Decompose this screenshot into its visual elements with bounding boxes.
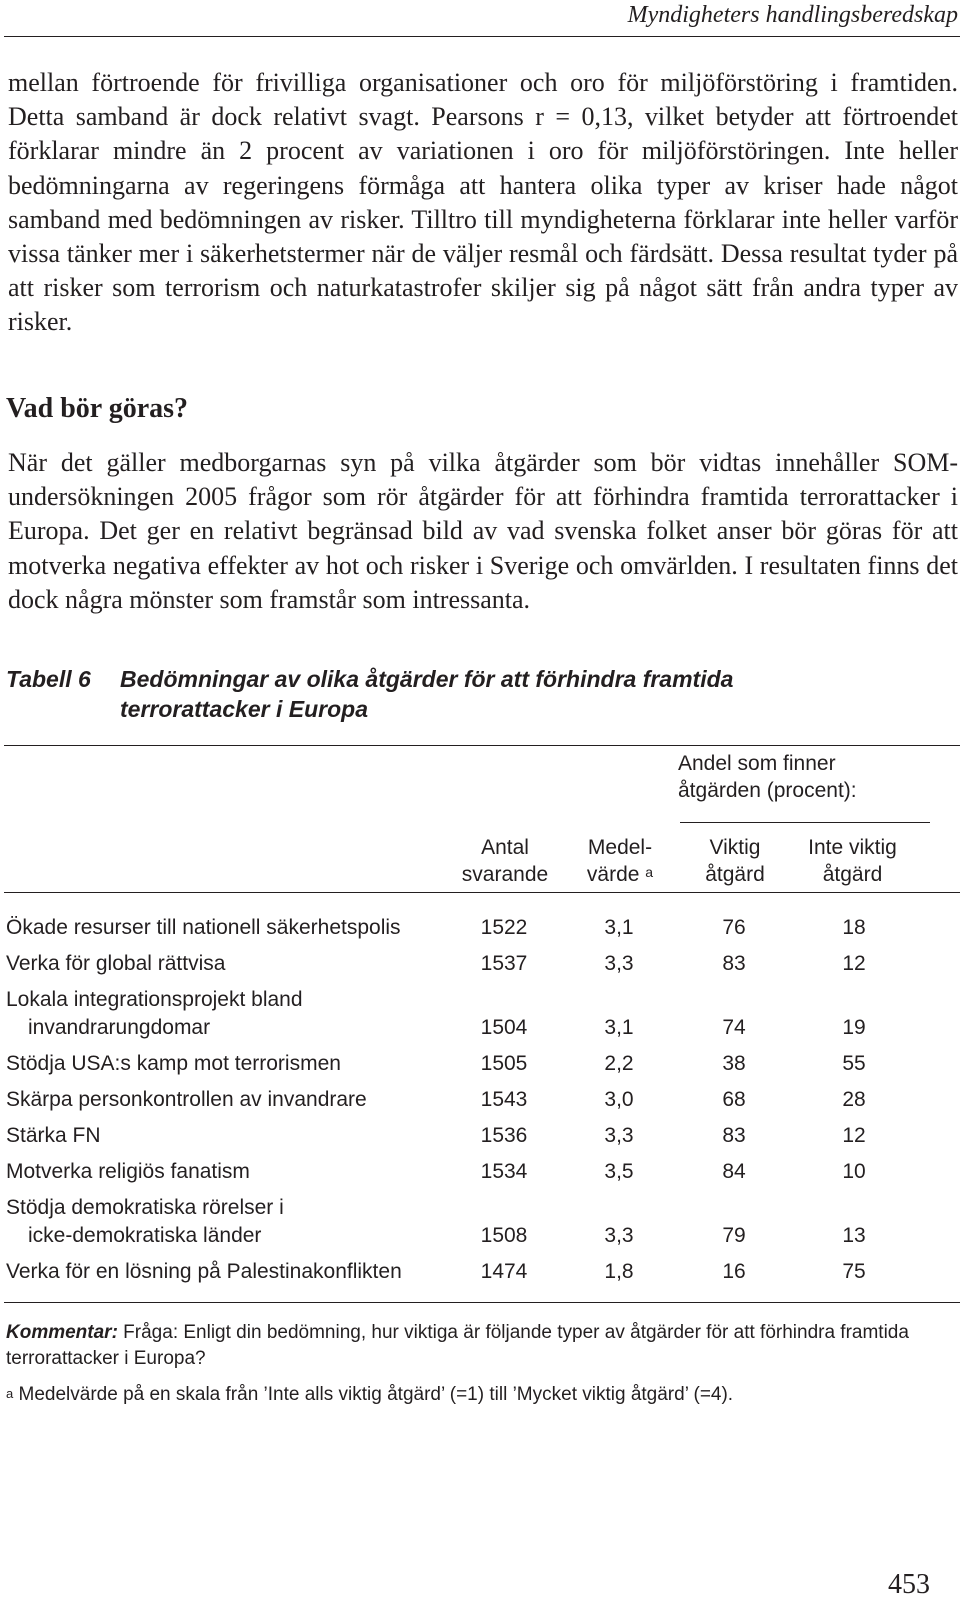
table-row [4, 1048, 944, 1078]
group-header-line-1: Andel som finner [678, 752, 836, 775]
cell-medelvarde: 2,2 [604, 1052, 634, 1075]
row-label: Motverka religiös fanatism [6, 1160, 250, 1183]
column-header-viktig-line-2: åtgärd [705, 863, 765, 886]
column-header-viktig-line-1: Viktig [709, 836, 761, 859]
cell-viktig: 38 [722, 1052, 746, 1075]
column-header-inte-line-2: åtgärd [822, 863, 883, 886]
column-header-inte-line-1: Inte viktig [808, 836, 897, 859]
table-row [4, 912, 944, 942]
group-header-line-2: åtgärden (procent): [678, 779, 857, 802]
row-label-line-2: icke-demokratiska länder [28, 1224, 262, 1247]
cell-inte-viktig: 13 [842, 1224, 866, 1247]
cell-antal: 1504 [480, 1016, 528, 1039]
group-header [660, 750, 918, 804]
cell-medelvarde: 3,3 [604, 952, 634, 975]
body-paragraph-1: mellan förtroende för frivilliga organisationer och oro för miljöförstöring i framtiden. Detta samband är dock relativt svagt. Pearsons r = 0,13, vilket betyder att förtroendet förklarar mindre än 2 procent av variationen i oro för miljöförstöringen. Inte heller bedömningarna av regeringens förmåga att hantera olika typer av kriser hade något samband med bedömningen av risker. Tilltro till myndigheterna förklarar inte heller varför vissa tänker mer i säkerhetstermer när de väljer resmål och färdsätt. Dessa resultat tyder på att risker som terrorism och naturkatastrofer skiljer sig på något sätt från andra typer av risker. [8, 68, 958, 337]
cell-viktig: 16 [722, 1260, 746, 1283]
table-title-line-1: Bedömningar av olika åtgärder för att förhindra framtida [120, 666, 734, 692]
row-label: Skärpa personkontrollen av invandrare [6, 1088, 367, 1111]
cell-medelvarde: 3,1 [604, 1016, 634, 1039]
cell-inte-viktig: 10 [842, 1160, 866, 1183]
table-row [4, 1192, 944, 1250]
cell-antal: 1534 [480, 1160, 528, 1183]
cell-inte-viktig: 55 [842, 1052, 866, 1075]
cell-viktig: 84 [722, 1160, 746, 1183]
page-number: 453 [888, 1569, 930, 1600]
column-header-medel-line-2 [560, 861, 680, 888]
table-title-line-2: terrorattacker i Europa [120, 696, 368, 722]
header-rule [4, 36, 960, 37]
row-label: Stärka FN [6, 1124, 101, 1147]
footnote-text: Medelvärde på en skala från ’Inte alls viktig åtgärd’ (=1) till ’Mycket viktig åtgärd’ (=4). [13, 1384, 734, 1405]
cell-medelvarde: 3,5 [604, 1160, 634, 1183]
table-header-rule [4, 892, 960, 893]
body-paragraph-2: När det gäller medborgarnas syn på vilka åtgärder som bör vidtas innehåller SOM-undersökningen 2005 frågor som rör åtgärder för att förhindra framtida terrorattacker i Europa. Det ger en relativt begränsad bild av vad svenska folket anser bör göras för att motverka negativa effekter av hot och risker i Sverige och omvärlden. I resultaten finns det dock några mönster som framstår som intressanta. [8, 448, 958, 614]
cell-inte-viktig: 19 [842, 1016, 866, 1039]
row-label: Verka för global rättvisa [6, 952, 226, 975]
cell-viktig: 74 [722, 1016, 746, 1039]
table-label: Tabell 6 [6, 666, 91, 692]
column-header-inte-viktig [780, 834, 925, 888]
cell-antal: 1522 [480, 916, 528, 939]
row-label-line-1: Stödja demokratiska rörelser i [6, 1196, 284, 1219]
cell-inte-viktig: 75 [842, 1260, 866, 1283]
cell-inte-viktig: 18 [842, 916, 866, 939]
table-comment [6, 1320, 941, 1372]
column-header-antal-line-2: svarande [461, 863, 549, 886]
table-title [120, 664, 880, 724]
table-row [4, 1256, 944, 1286]
cell-viktig: 79 [722, 1224, 746, 1247]
cell-viktig: 68 [722, 1088, 746, 1111]
cell-antal: 1537 [480, 952, 528, 975]
cell-antal: 1505 [480, 1052, 528, 1075]
running-header: Myndigheters handlingsberedskap [627, 2, 958, 28]
row-label: Ökade resurser till nationell säkerhetspolis [6, 916, 401, 939]
table-bottom-rule [4, 1302, 960, 1303]
row-label [6, 986, 466, 1042]
cell-antal: 1474 [480, 1260, 528, 1283]
table-row [4, 984, 944, 1042]
cell-inte-viktig: 28 [842, 1088, 866, 1111]
table-row [4, 1156, 944, 1186]
column-header-medel-word: värde [586, 863, 640, 886]
cell-medelvarde: 3,3 [604, 1124, 634, 1147]
column-header-antal [440, 834, 570, 888]
column-header-medel-line-1: Medel- [587, 836, 653, 859]
cell-viktig: 76 [722, 916, 746, 939]
group-header-rule [680, 822, 930, 823]
cell-medelvarde: 3,1 [604, 916, 634, 939]
table-top-rule [4, 745, 960, 746]
row-label [6, 1194, 466, 1250]
footnote-marker: a [6, 1386, 14, 1401]
footnote-marker-superscript: a [645, 864, 654, 880]
cell-antal: 1543 [480, 1088, 528, 1111]
cell-medelvarde: 1,8 [604, 1260, 634, 1283]
column-header-medelvarde [560, 834, 680, 888]
cell-viktig: 83 [722, 1124, 746, 1147]
cell-inte-viktig: 12 [842, 1124, 866, 1147]
row-label-line-2: invandrarungdomar [28, 1016, 211, 1039]
table-row [4, 1084, 944, 1114]
section-heading: Vad bör göras? [6, 393, 189, 424]
column-header-antal-line-1: Antal [481, 836, 529, 859]
comment-lead: Kommentar: [6, 1322, 118, 1343]
cell-viktig: 83 [722, 952, 746, 975]
cell-antal: 1536 [480, 1124, 528, 1147]
row-label: Stödja USA:s kamp mot terrorismen [6, 1052, 341, 1075]
comment-text: Fråga: Enligt din bedömning, hur viktiga är följande typer av åtgärder för att förhindra framtida terrorattacker i Europa? [6, 1322, 909, 1369]
table-footnote [6, 1382, 941, 1408]
table-row [4, 948, 944, 978]
row-label-line-1: Lokala integrationsprojekt bland [6, 988, 303, 1011]
cell-antal: 1508 [480, 1224, 528, 1247]
cell-inte-viktig: 12 [842, 952, 866, 975]
cell-medelvarde: 3,3 [604, 1224, 634, 1247]
cell-medelvarde: 3,0 [604, 1088, 634, 1111]
row-label: Verka för en lösning på Palestinakonflikten [6, 1260, 402, 1283]
table-row [4, 1120, 944, 1150]
